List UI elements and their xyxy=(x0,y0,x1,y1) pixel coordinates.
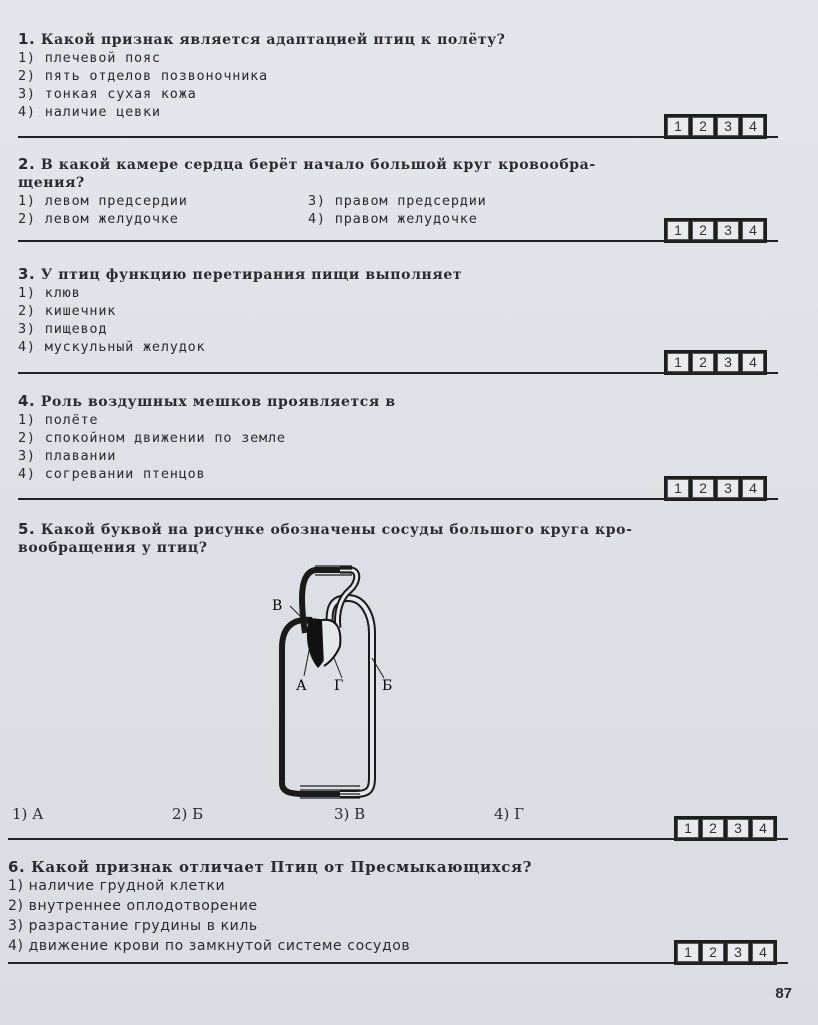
answer-box-1[interactable]: 1 xyxy=(667,353,689,372)
question-number: 5. xyxy=(18,520,36,538)
option-3: 3) правом предсердии xyxy=(308,193,487,209)
question-number: 2. xyxy=(18,155,36,173)
divider xyxy=(18,498,778,500)
divider xyxy=(8,962,788,964)
option-4: 4) Г xyxy=(494,805,525,823)
label-b: Б xyxy=(382,678,393,694)
option-2: 2) кишечник xyxy=(18,303,117,319)
answer-box-3[interactable]: 3 xyxy=(717,221,739,240)
divider xyxy=(18,136,778,138)
question-text-line2: вообращения у птиц? xyxy=(18,540,208,556)
label-a: А xyxy=(296,678,307,694)
question-number: 4. xyxy=(18,392,36,410)
question-title xyxy=(18,520,808,557)
divider xyxy=(8,838,788,840)
label-g: Г xyxy=(334,678,344,694)
option-4: 4) движение крови по замкнутой системе сосудов xyxy=(8,938,411,954)
answer-box-3[interactable]: 3 xyxy=(717,117,739,136)
question-title xyxy=(18,392,808,411)
answer-box-3[interactable]: 3 xyxy=(727,819,749,838)
question-title xyxy=(18,155,808,192)
answer-box-4[interactable]: 4 xyxy=(742,479,764,498)
option-4: 4) наличие цевки xyxy=(18,104,161,120)
page-number: 87 xyxy=(775,985,792,1002)
answer-box-2[interactable]: 2 xyxy=(702,819,724,838)
question-5 xyxy=(18,520,808,557)
question-text: У птиц функцию перетирания пищи выполняет xyxy=(40,267,463,283)
answer-box-2[interactable]: 2 xyxy=(692,221,714,240)
option-3: 3) разрастание грудины в киль xyxy=(8,918,258,934)
option-3: 3) тонкая сухая кожа xyxy=(18,86,197,102)
option-1: 1) клюв xyxy=(18,285,81,301)
option-1: 1) плечевой пояс xyxy=(18,50,161,66)
answer-box-3[interactable]: 3 xyxy=(727,943,749,962)
option-2: 2) внутреннее оплодотворение xyxy=(8,898,258,914)
question-text: Какой признак отличает Птиц от Пресмыкающихся? xyxy=(31,858,533,876)
option-1: 1) А xyxy=(12,805,44,823)
answer-box-2[interactable]: 2 xyxy=(702,943,724,962)
answer-box-2[interactable]: 2 xyxy=(692,117,714,136)
question-text: Роль воздушных мешков проявляется в xyxy=(40,394,396,410)
question-3 xyxy=(18,265,808,356)
answer-box-4[interactable]: 4 xyxy=(752,943,774,962)
question-title xyxy=(18,30,808,49)
option-1: 1) полёте xyxy=(18,412,99,428)
option-1: 1) наличие грудной клетки xyxy=(8,878,226,894)
answer-box-4[interactable]: 4 xyxy=(742,221,764,240)
answer-box-4[interactable]: 4 xyxy=(742,353,764,372)
answer-box-2[interactable]: 2 xyxy=(692,479,714,498)
question-number: 6. xyxy=(8,858,26,876)
divider xyxy=(18,240,778,242)
question-text-line1: Какой буквой на рисунке обозначены сосуды большого круга кро- xyxy=(40,522,633,538)
option-1: 1) левом предсердии xyxy=(18,193,188,209)
option-2: 2) пять отделов позвоночника xyxy=(18,68,268,84)
answer-box-4[interactable]: 4 xyxy=(752,819,774,838)
option-4: 4) правом желудочке xyxy=(308,211,478,227)
label-v: В xyxy=(272,598,283,614)
question-title xyxy=(18,265,808,284)
question-4 xyxy=(18,392,808,483)
option-2: 2) Б xyxy=(172,805,204,823)
answer-box-3[interactable]: 3 xyxy=(717,353,739,372)
question-text-line1: В какой камере сердца берёт начало большой круг кровообра- xyxy=(40,157,596,173)
answer-box-3[interactable]: 3 xyxy=(717,479,739,498)
answer-box-4[interactable]: 4 xyxy=(742,117,764,136)
answer-box-2[interactable]: 2 xyxy=(692,353,714,372)
question-number: 3. xyxy=(18,265,36,283)
option-3: 3) В xyxy=(334,805,366,823)
question-number: 1. xyxy=(18,30,36,48)
question-title xyxy=(8,858,798,876)
answer-box-1[interactable]: 1 xyxy=(667,117,689,136)
answer-box-1[interactable]: 1 xyxy=(667,221,689,240)
option-2: 2) спокойном движении по земле xyxy=(18,430,286,446)
circulation-diagram xyxy=(260,558,410,803)
option-4: 4) согревании птенцов xyxy=(18,466,206,482)
question-text: Какой признак является адаптацией птиц к полёту? xyxy=(40,32,506,48)
option-3: 3) плавании xyxy=(18,448,117,464)
answer-box-1[interactable]: 1 xyxy=(677,819,699,838)
divider xyxy=(18,372,778,374)
option-3: 3) пищевод xyxy=(18,321,108,337)
option-4: 4) мускульный желудок xyxy=(18,339,206,355)
question-text-line2: щения? xyxy=(18,175,85,191)
answer-box-1[interactable]: 1 xyxy=(677,943,699,962)
answer-box-1[interactable]: 1 xyxy=(667,479,689,498)
option-2: 2) левом желудочке xyxy=(18,211,179,227)
question-1 xyxy=(18,30,808,121)
